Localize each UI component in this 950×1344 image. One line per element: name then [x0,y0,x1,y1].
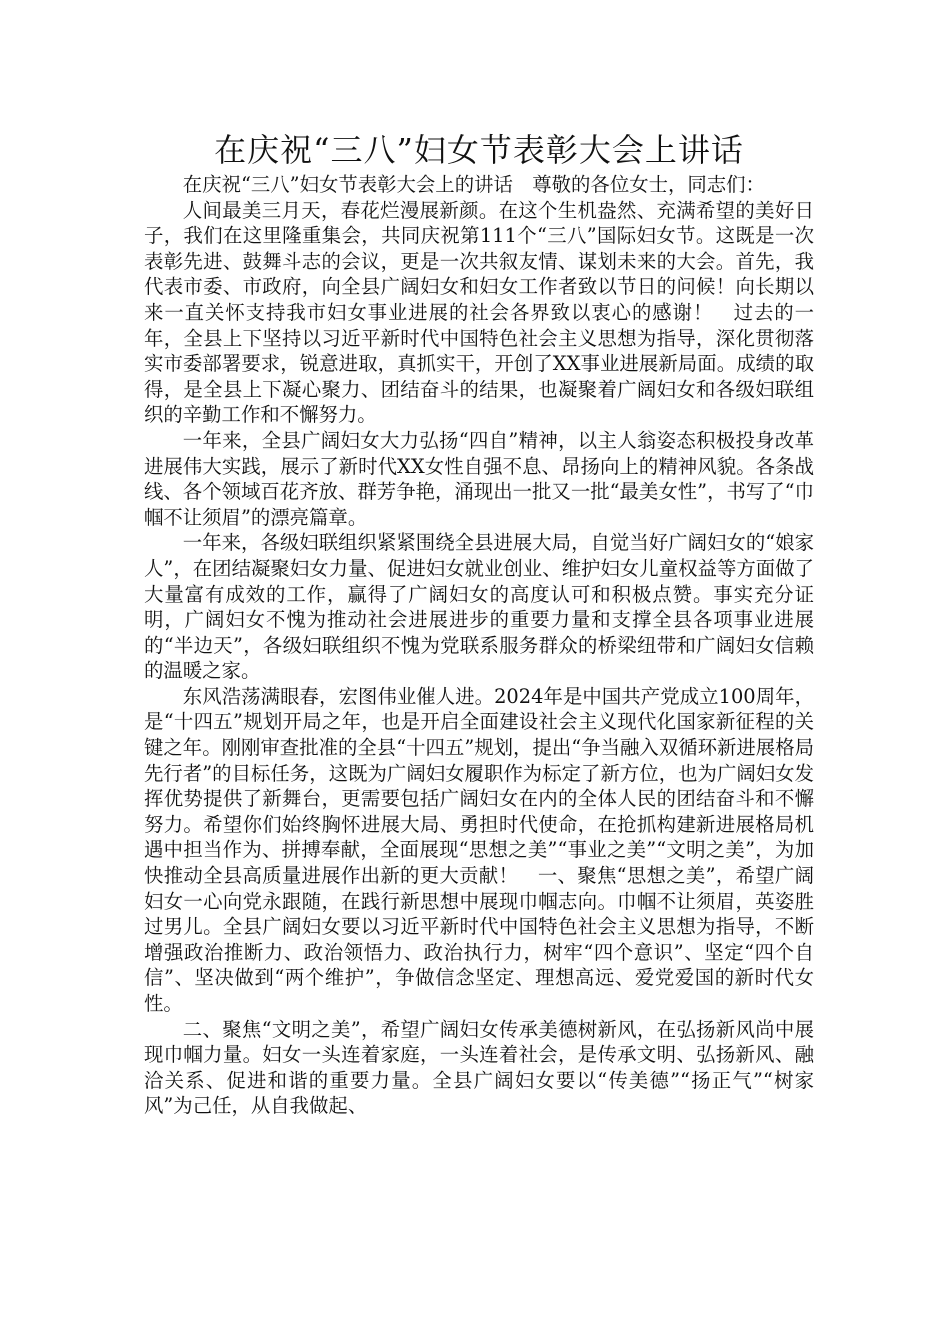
paragraph-civilization-beauty: 二、聚焦“文明之美”，希望广阔妇女传承美德树新风，在弘扬新风尚中展现巾帼力量。妇女一头连着家庭，一头连着社会，是传承文明、弘扬新风、融洽关系、促进和谐的重要力量。全县广阔妇女要以“传美德”“扬正气”“树家风”为己任，从自我做起、 [144,1017,814,1118]
document-page [144,128,814,1119]
paragraph-opening: 人间最美三月天，春花烂漫展新颜。在这个生机盎然、充满希望的美好日子，我们在这里隆重集会，共同庆祝第111个“三八”国际妇女节。这既是一次表彰先进、鼓舞斗志的会议，更是一次共叙友情、谋划未来的大会。首先，我代表市委、市政府，向全县广阔妇女和妇女工作者致以节日的问候！向长期以来一直关怀支持我市妇女事业进展的社会各界致以衷心的感谢！ 过去的一年，全县上下坚持以习近平新时代中国特色社会主义思想为指导，深化贯彻落实市委部署要求，锐意进取，真抓实干，开创了XX事业进展新局面。成绩的取得，是全县上下凝心聚力、团结奋斗的结果，也凝聚着广阔妇女和各级妇联组织的辛勤工作和不懈努力。 [144,198,814,427]
document-body [144,172,814,1119]
document-title: 在庆祝“三八”妇女节表彰大会上讲话 [214,131,744,169]
paragraph-2024-goals: 东风浩荡满眼春，宏图伟业催人进。2024年是中国共产党成立100周年，是“十四五”规划开局之年，也是开启全面建设社会主义现代化国家新征程的关键之年。刚刚审查批准的全县“十四五”规划，提出“争当融入双循环新进展格局先行者”的目标任务，这既为广阔妇女履职作为标定了新方位，也为广阔妇女发挥优势提供了新舞台，更需要包括广阔妇女在内的全体人民的团结奋斗和不懈努力。希望你们始终胸怀进展大局、勇担时代使命，在抢抓构建新进展格局机遇中担当作为、拼搏奉献，全面展现“思想之美”“事业之美”“文明之美”，为加快推动全县高质量进展作出新的更大贡献！ 一、聚焦“思想之美”，希望广阔妇女一心向党永跟随，在践行新思想中展现巾帼志向。巾帼不让须眉，英姿胜过男儿。全县广阔妇女要以习近平新时代中国特色社会主义思想为指导，不断增强政治推断力、政治领悟力、政治执行力，树牢“四个意识”、坚定“四个自信”、坚决做到“两个维护”，争做信念坚定、理想高远、爱党爱国的新时代女性。 [144,684,814,1015]
paragraph-greeting: 在庆祝“三八”妇女节表彰大会上的讲话 尊敬的各位女士，同志们： [182,173,765,196]
paragraph-women-achievements: 一年来，全县广阔妇女大力弘扬“四自”精神，以主人翁姿态积极投身改革进展伟大实践，展示了新时代XX女性自强不息、昂扬向上的精神风貌。各条战线、各个领域百花齐放、群芳争艳，涌现出一批又一批“最美女性”，书写了“巾帼不让须眉”的漂亮篇章。 [144,428,814,529]
paragraph-federation-work: 一年来，各级妇联组织紧紧围绕全县进展大局，自觉当好广阔妇女的“娘家人”，在团结凝聚妇女力量、促进妇女就业创业、维护妇女儿童权益等方面做了大量富有成效的工作，赢得了广阔妇女的高度认可和积极点赞。事实充分证明，广阔妇女不愧为推动社会进展进步的重要力量和支撑全县各项事业进展的“半边天”，各级妇联组织不愧为党联系服务群众的桥梁纽带和广阔妇女信赖的温暖之家。 [144,531,814,683]
